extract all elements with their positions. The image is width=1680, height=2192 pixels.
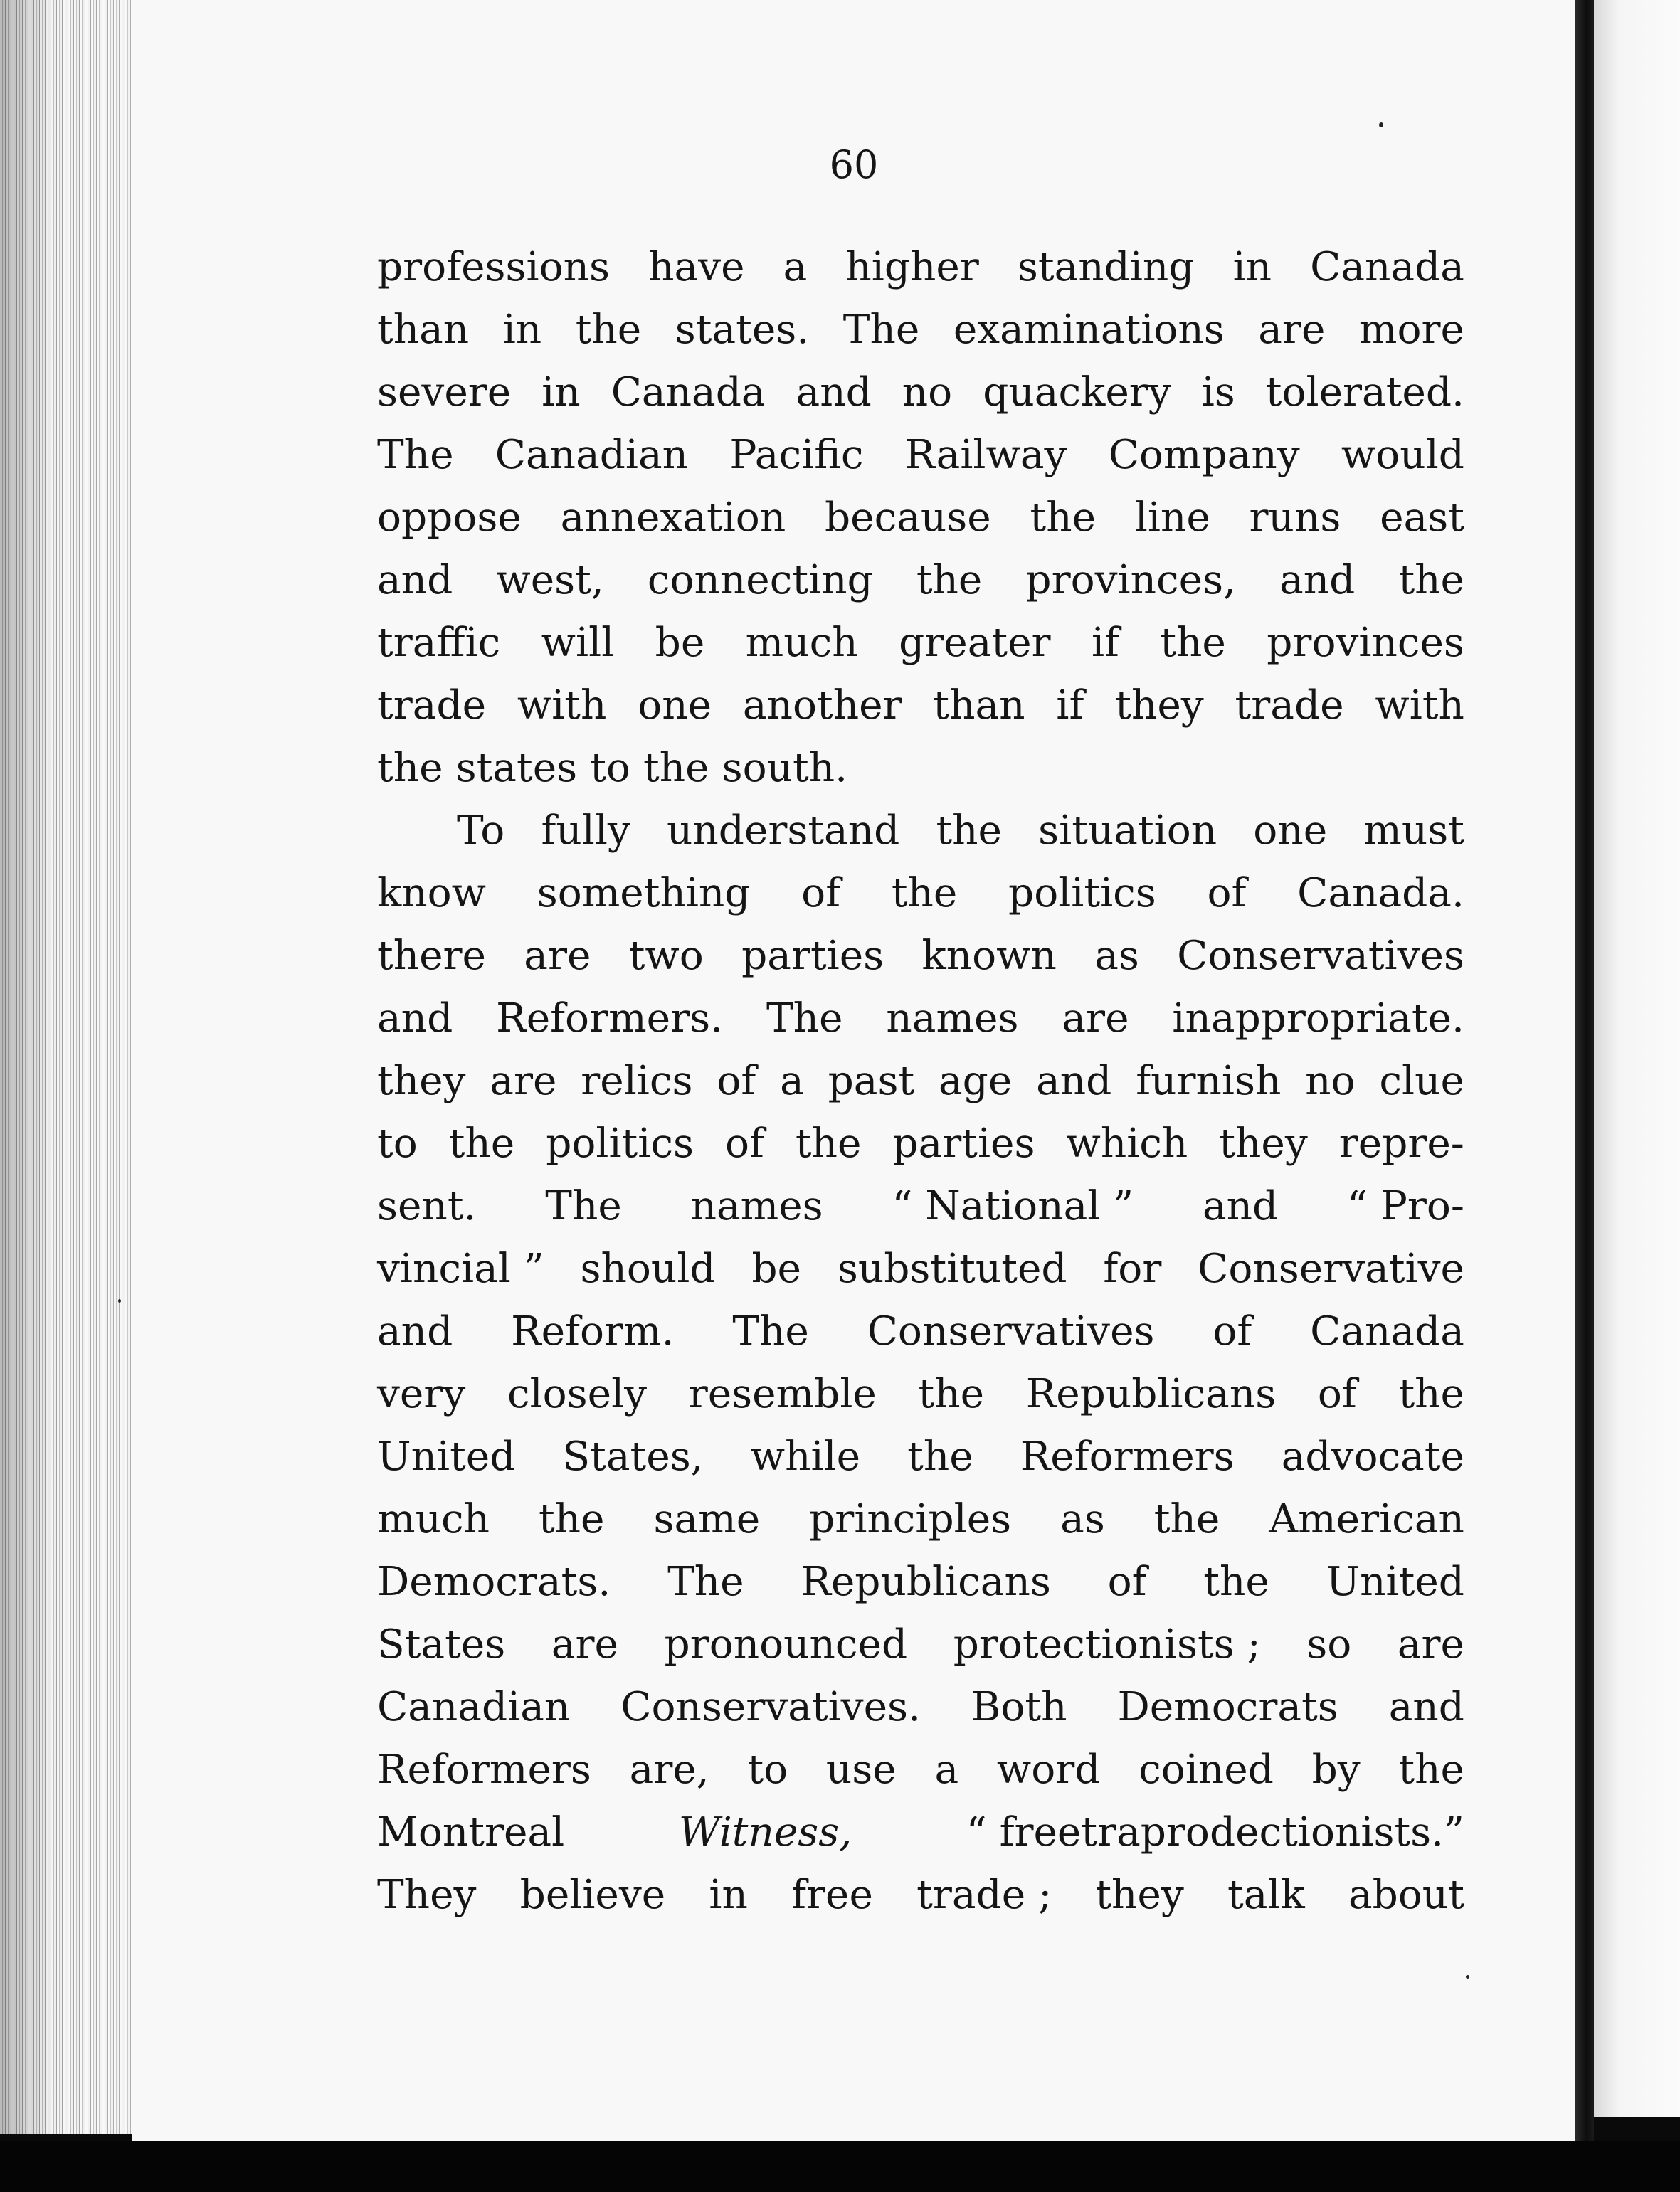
word: repre- [1338, 1121, 1464, 1167]
word: south. [722, 745, 848, 791]
word: would [1341, 432, 1464, 478]
word: word [996, 1747, 1101, 1793]
word: Witness, [678, 1809, 852, 1855]
word: higher [845, 244, 979, 290]
word: free [791, 1872, 873, 1918]
word: age [938, 1058, 1013, 1104]
word: with [517, 682, 607, 729]
word: Canadian [377, 1684, 571, 1730]
word: believe [519, 1872, 666, 1918]
word: and [377, 995, 453, 1042]
text-line [377, 862, 1464, 925]
word: parties [892, 1121, 1035, 1167]
word: the [918, 1371, 985, 1417]
word: something [537, 870, 751, 916]
word: Republicans [801, 1559, 1051, 1605]
word: than [933, 682, 1025, 729]
word: the [377, 745, 443, 791]
word: if [1091, 620, 1119, 666]
word: are [1062, 995, 1129, 1042]
word: States [377, 1621, 506, 1668]
word: the [936, 808, 1002, 854]
word: provinces [1267, 620, 1464, 666]
ink-speck [1379, 122, 1383, 127]
text-line [377, 1864, 1464, 1927]
word: so [1306, 1621, 1352, 1668]
word: more [1358, 307, 1464, 353]
word: should [580, 1246, 716, 1292]
word: Canada [1310, 244, 1464, 290]
word: of [717, 1058, 756, 1104]
word: one [1253, 808, 1328, 854]
word: much [745, 620, 858, 666]
word: States, [562, 1434, 704, 1480]
text-line [377, 1050, 1464, 1113]
word: principles [809, 1496, 1012, 1542]
word: the [916, 557, 983, 603]
word: have [648, 244, 745, 290]
word: of [1317, 1371, 1357, 1417]
word: and [377, 557, 453, 603]
word: two [628, 933, 704, 979]
word: the [538, 1496, 605, 1542]
word: quackery [983, 369, 1171, 415]
word: sent. [377, 1183, 477, 1229]
word: if [1056, 682, 1084, 729]
word: substituted [837, 1246, 1067, 1292]
book-gutter [1575, 0, 1594, 2192]
word: are [1258, 307, 1326, 353]
word: inappropriate. [1172, 995, 1464, 1042]
word: with [1375, 682, 1464, 729]
word: in [1232, 244, 1272, 290]
bottom-shadow [0, 2141, 1680, 2192]
word: same [653, 1496, 761, 1542]
text-line [377, 487, 1464, 549]
text-line [377, 549, 1464, 612]
word: know [377, 870, 487, 916]
word: are [551, 1621, 618, 1668]
word: trade [1235, 682, 1344, 729]
word: politics [1008, 870, 1156, 916]
word: than [377, 307, 470, 353]
word: west, [496, 557, 604, 603]
word: use [825, 1747, 897, 1793]
word: while [750, 1434, 861, 1480]
word: they [1219, 1121, 1308, 1167]
word: Both [971, 1684, 1067, 1730]
word: United [377, 1434, 516, 1480]
word: because [824, 494, 991, 541]
word: in [709, 1872, 748, 1918]
word: clue [1379, 1058, 1464, 1104]
word: no [902, 369, 953, 415]
text-line [377, 299, 1464, 361]
word: severe [377, 369, 512, 415]
word: which [1066, 1121, 1188, 1167]
word: past [828, 1058, 915, 1104]
text-line [377, 925, 1464, 988]
word: are [1397, 1621, 1464, 1668]
word: standing [1017, 244, 1195, 290]
word: Canada [1310, 1308, 1464, 1355]
text-line [377, 1739, 1464, 1801]
word: fully [541, 808, 630, 854]
word: runs [1249, 494, 1341, 541]
word: another [742, 682, 902, 729]
word: protectionists ; [953, 1621, 1261, 1668]
word: the [1030, 494, 1097, 541]
word: furnish [1136, 1058, 1282, 1104]
word: of [724, 1121, 764, 1167]
text-line [377, 1488, 1464, 1551]
word: of [1213, 1308, 1252, 1355]
word: for [1103, 1246, 1162, 1292]
word: oppose [377, 494, 522, 541]
word: American [1269, 1496, 1464, 1542]
word: The [377, 432, 454, 478]
word: annexation [560, 494, 786, 541]
body-text [377, 236, 1464, 1927]
word: To [457, 808, 505, 854]
text-line [377, 1363, 1464, 1426]
text-line [377, 361, 1464, 424]
word: traffic [377, 620, 501, 666]
word: be [655, 620, 705, 666]
word: “ freetraprodectionists.” [966, 1809, 1464, 1855]
word: the [1398, 557, 1464, 603]
word: “ Pro- [1347, 1183, 1464, 1229]
word: coined [1139, 1747, 1274, 1793]
word: advocate [1281, 1434, 1464, 1480]
word: to [747, 1747, 788, 1793]
word: and [1202, 1183, 1279, 1229]
word: are, [629, 1747, 709, 1793]
word: is [1201, 369, 1235, 415]
word: to [590, 745, 630, 791]
word: of [1107, 1559, 1147, 1605]
word: one [638, 682, 712, 729]
word: Canadian [495, 432, 689, 478]
word: Reformers. [496, 995, 724, 1042]
word: they [1095, 1872, 1184, 1918]
word: Company [1108, 432, 1300, 478]
word: greater [899, 620, 1051, 666]
word: the [575, 307, 642, 353]
word: the [1203, 1559, 1269, 1605]
word: as [1060, 1496, 1105, 1542]
ink-speck [118, 1299, 121, 1303]
word: situation [1038, 808, 1217, 854]
word: trade [377, 682, 487, 729]
word: Democrats. [377, 1559, 611, 1605]
text-line [377, 1551, 1464, 1614]
word: and [1388, 1684, 1464, 1730]
word: they [1115, 682, 1204, 729]
word: of [801, 870, 841, 916]
word: United [1326, 1559, 1464, 1605]
word: the [448, 1121, 515, 1167]
text-line [377, 737, 1464, 800]
word: much [377, 1496, 490, 1542]
word: pronounced [664, 1621, 908, 1668]
word: Pacific [729, 432, 864, 478]
word: closely [507, 1371, 648, 1417]
word: Reformers [377, 1747, 591, 1793]
word: trade ; [916, 1872, 1052, 1918]
word: there [377, 933, 486, 979]
word: provinces, [1025, 557, 1237, 603]
word: Conservatives. [620, 1684, 921, 1730]
word: understand [666, 808, 900, 854]
text-line [377, 1301, 1464, 1363]
text-line [377, 674, 1464, 737]
facing-page-edge [1594, 0, 1680, 2117]
word: states. [675, 307, 810, 353]
text-line [377, 988, 1464, 1050]
word: in [502, 307, 542, 353]
word: are [490, 1058, 557, 1104]
word: very [377, 1371, 466, 1417]
text-line [377, 800, 1464, 862]
text-line [377, 1426, 1464, 1488]
word: The [667, 1559, 744, 1605]
word: a [934, 1747, 959, 1793]
text-line [377, 424, 1464, 487]
word: Canada [611, 369, 766, 415]
word: Montreal [377, 1809, 565, 1855]
word: names [690, 1183, 823, 1229]
word: relics [581, 1058, 693, 1104]
word: the [643, 745, 709, 791]
word: to [377, 1121, 418, 1167]
text-line [377, 612, 1464, 674]
word: names [886, 995, 1019, 1042]
text-line [377, 1238, 1464, 1301]
word: parties [741, 933, 884, 979]
ink-speck [1466, 1975, 1469, 1979]
word: talk [1227, 1872, 1305, 1918]
word: in [541, 369, 581, 415]
word: of [1207, 870, 1247, 916]
text-line [377, 1801, 1464, 1864]
page-number: 60 [829, 142, 879, 187]
word: the [1398, 1747, 1464, 1793]
word: Democrats [1117, 1684, 1338, 1730]
word: Conservatives [867, 1308, 1155, 1355]
word: the [1398, 1371, 1464, 1417]
word: Canada. [1297, 870, 1464, 916]
word: and [1036, 1058, 1112, 1104]
text-line [377, 1676, 1464, 1739]
word: states [455, 745, 578, 791]
word: as [1094, 933, 1139, 979]
word: and [377, 1308, 453, 1355]
word: The [545, 1183, 622, 1229]
word: be [751, 1246, 801, 1292]
word: the [1153, 1496, 1220, 1542]
word: Conservative [1198, 1246, 1464, 1292]
word: they [377, 1058, 466, 1104]
word: about [1348, 1872, 1464, 1918]
word: will [541, 620, 615, 666]
word: Republicans [1025, 1371, 1277, 1417]
text-line [377, 236, 1464, 299]
word: politics [546, 1121, 694, 1167]
word: line [1134, 494, 1210, 541]
word: Reform. [511, 1308, 675, 1355]
word: professions [377, 244, 610, 290]
word: They [377, 1872, 477, 1918]
word: Reformers [1020, 1434, 1235, 1480]
word: and [1279, 557, 1356, 603]
word: the [1160, 620, 1226, 666]
word: must [1363, 808, 1464, 854]
word: east [1380, 494, 1464, 541]
word: connecting [647, 557, 873, 603]
word: vincial ” [377, 1246, 544, 1292]
word: The [732, 1308, 809, 1355]
word: a [780, 1058, 804, 1104]
word: the [795, 1121, 862, 1167]
word: The [766, 995, 843, 1042]
word: a [783, 244, 808, 290]
word: the [891, 870, 958, 916]
word: examinations [953, 307, 1225, 353]
word: The [842, 307, 920, 353]
word: “ National ” [892, 1183, 1134, 1229]
word: no [1305, 1058, 1356, 1104]
word: Conservatives [1177, 933, 1464, 979]
text-line [377, 1113, 1464, 1175]
word: and [796, 369, 872, 415]
word: Railway [904, 432, 1067, 478]
word: tolerated. [1265, 369, 1464, 415]
word: known [921, 933, 1057, 979]
word: the [907, 1434, 973, 1480]
text-line [377, 1614, 1464, 1676]
text-line [377, 1175, 1464, 1238]
word: by [1311, 1747, 1361, 1793]
word: are [524, 933, 591, 979]
word: resemble [688, 1371, 877, 1417]
page-edges [0, 0, 135, 2134]
